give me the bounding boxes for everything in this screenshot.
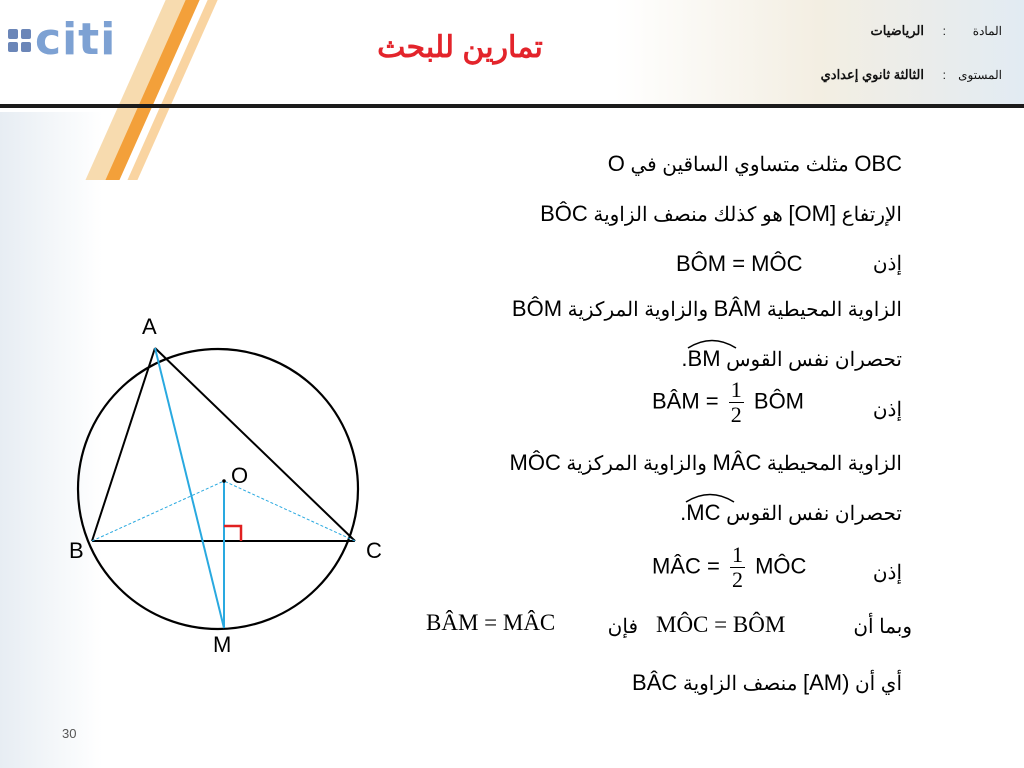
fraction-half: $\frac{1}{2}$ <box>730 377 742 427</box>
proof-line-10-equation-2: BÂM = MÂC <box>426 610 556 635</box>
arc-mc: MC <box>686 500 720 526</box>
subject-value: الرياضيات <box>870 23 924 38</box>
point-label-b: B <box>69 538 84 563</box>
subject-separator: : <box>942 24 946 38</box>
level-value: الثالثة ثانوي إعدادي <box>820 67 924 82</box>
center-point-o <box>222 479 226 483</box>
proof-line-11: أي أن [AM) منصف الزاوية BÂC <box>632 670 902 695</box>
logo-text: citi <box>35 14 117 65</box>
segment-ac <box>155 348 355 541</box>
point-label-c: C <box>366 538 382 563</box>
fraction-half: $\frac{1}{2}$ <box>731 542 743 592</box>
right-angle-mark <box>224 526 241 541</box>
point-label-m: M <box>213 632 232 657</box>
slide-title: تمارين للبحث <box>377 31 543 64</box>
proof-line-3-label: إذن <box>872 253 902 275</box>
proof-line-10-label: وبما أن <box>853 616 912 638</box>
proof-line-10-conjunction: فإن <box>607 616 638 638</box>
dashed-ob <box>92 481 224 541</box>
page-number: 30 <box>62 726 77 741</box>
point-label-a: A <box>142 314 157 339</box>
proof-line-6-equation: BÂM = $\frac{1}{2}$ BÔM <box>652 377 805 427</box>
proof-line-9-equation: MÂC = $\frac{1}{2}$ MÔC <box>652 542 807 592</box>
proof-line-4: الزاوية المحيطية BÂM والزاوية المركزية BÔM <box>511 296 902 321</box>
proof-line-9-label: إذن <box>872 562 902 584</box>
arc-bm: BM <box>688 346 721 372</box>
level-label: المستوى <box>958 68 1002 82</box>
proof-line-5: تحصران نفس القوس BM. <box>681 346 902 372</box>
segment-ab <box>92 348 155 541</box>
level-separator: : <box>942 68 946 82</box>
proof-line-2: الإرتفاع [OM] هو كذلك منصف الزاوية BÔC <box>540 201 902 226</box>
proof-line-10-equation-1: MÔC = BÔM <box>656 612 786 637</box>
proof-line-6-label: إذن <box>872 399 902 421</box>
proof-line-8: تحصران نفس القوس MC. <box>680 500 902 526</box>
circumscribed-circle <box>78 349 358 629</box>
proof-line-1: OBC مثلث متساوي الساقين في O <box>607 151 902 176</box>
proof-line-7: الزاوية المحيطية MÂC والزاوية المركزية MÔC <box>509 450 902 475</box>
subject-label: المادة <box>972 24 1002 38</box>
point-label-o: O <box>231 463 249 488</box>
proof-line-3-equation: BÔM = MÔC <box>676 251 803 276</box>
dashed-oc <box>224 481 355 541</box>
segment-am <box>155 348 224 628</box>
